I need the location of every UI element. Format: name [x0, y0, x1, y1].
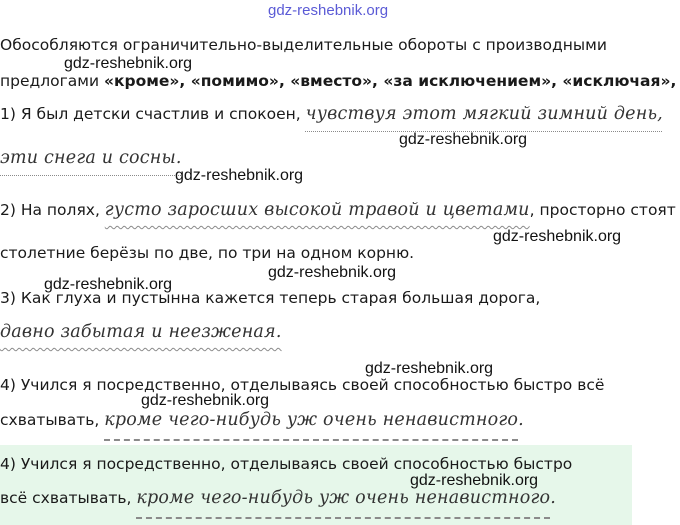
- sentence-3-line-2: [0, 322, 282, 342]
- watermark: gdz-reshebnik.org: [64, 55, 193, 72]
- watermark: gdz-reshebnik.org: [365, 360, 494, 377]
- sentence-4-line-1: 4) Учился я посредственно, отделываясь своей способностью быстро всё: [0, 376, 605, 394]
- sentence-2-line-2: столетние берёзы по две, по три на одном корню.: [0, 244, 415, 262]
- watermark: gdz-reshebnik.org: [175, 167, 304, 184]
- sentence-1-handwritten-cont: эти снега и сосны.: [0, 148, 182, 168]
- sentence-1-printed: 1) Я был детски счастлив и спокоен,: [0, 105, 306, 123]
- sentence-3-handwritten: давно забытая и неезженая.: [0, 322, 282, 342]
- sentence-4b-line-1: 4) Учился я посредственно, отделываясь своей способностью быстро: [0, 455, 573, 473]
- sentence-1-line-2: [0, 148, 182, 168]
- sentence-4b-line-2: [0, 488, 556, 508]
- intro-line-2: [0, 72, 676, 90]
- sentence-4b-printed: всё схватывать,: [0, 489, 137, 507]
- watermark: gdz-reshebnik.org: [141, 392, 270, 409]
- sentence-4-handwritten: кроме чего-нибудь уж очень ненавистного: [104, 410, 519, 430]
- sentence-4-printed: схватывать,: [0, 411, 105, 429]
- watermark-top: gdz-reshebnik.org: [268, 2, 389, 19]
- sentence-4b-handwritten: кроме чего-нибудь уж очень ненавистного: [136, 488, 551, 508]
- watermark: gdz-reshebnik.org: [399, 131, 528, 148]
- sentence-4-line-2: [0, 410, 524, 430]
- sentence-2-printed-post: , просторно стоят: [529, 201, 676, 219]
- watermark: gdz-reshebnik.org: [44, 276, 173, 293]
- watermark: gdz-reshebnik.org: [268, 264, 397, 281]
- sentence-2-printed-pre: 2) На полях,: [0, 201, 105, 219]
- sentence-2-handwritten: густо заросших высокой травой и цветами: [104, 200, 530, 220]
- intro-prefix: предлогами: [0, 72, 104, 90]
- sentence-1-handwritten: чувствуя этот мягкий зимний день,: [305, 104, 663, 124]
- sentence-1-line-1: [0, 104, 663, 124]
- watermark: gdz-reshebnik.org: [493, 228, 622, 245]
- sentence-2-line-1: [0, 200, 676, 220]
- watermark: gdz-reshebnik.org: [410, 472, 539, 489]
- sentence-4-period: .: [518, 410, 524, 430]
- intro-line-1: Обособляются ограничительно-выделительные обороты с производными: [0, 36, 607, 54]
- sentence-3-line-1: 3) Как глуха и пустынна кажется теперь старая большая дорога,: [0, 289, 541, 307]
- intro-prepositions: «кроме», «помимо», «вместо», «за исключением», «исключая»,: [103, 72, 677, 90]
- sentence-4b-period: .: [550, 488, 557, 508]
